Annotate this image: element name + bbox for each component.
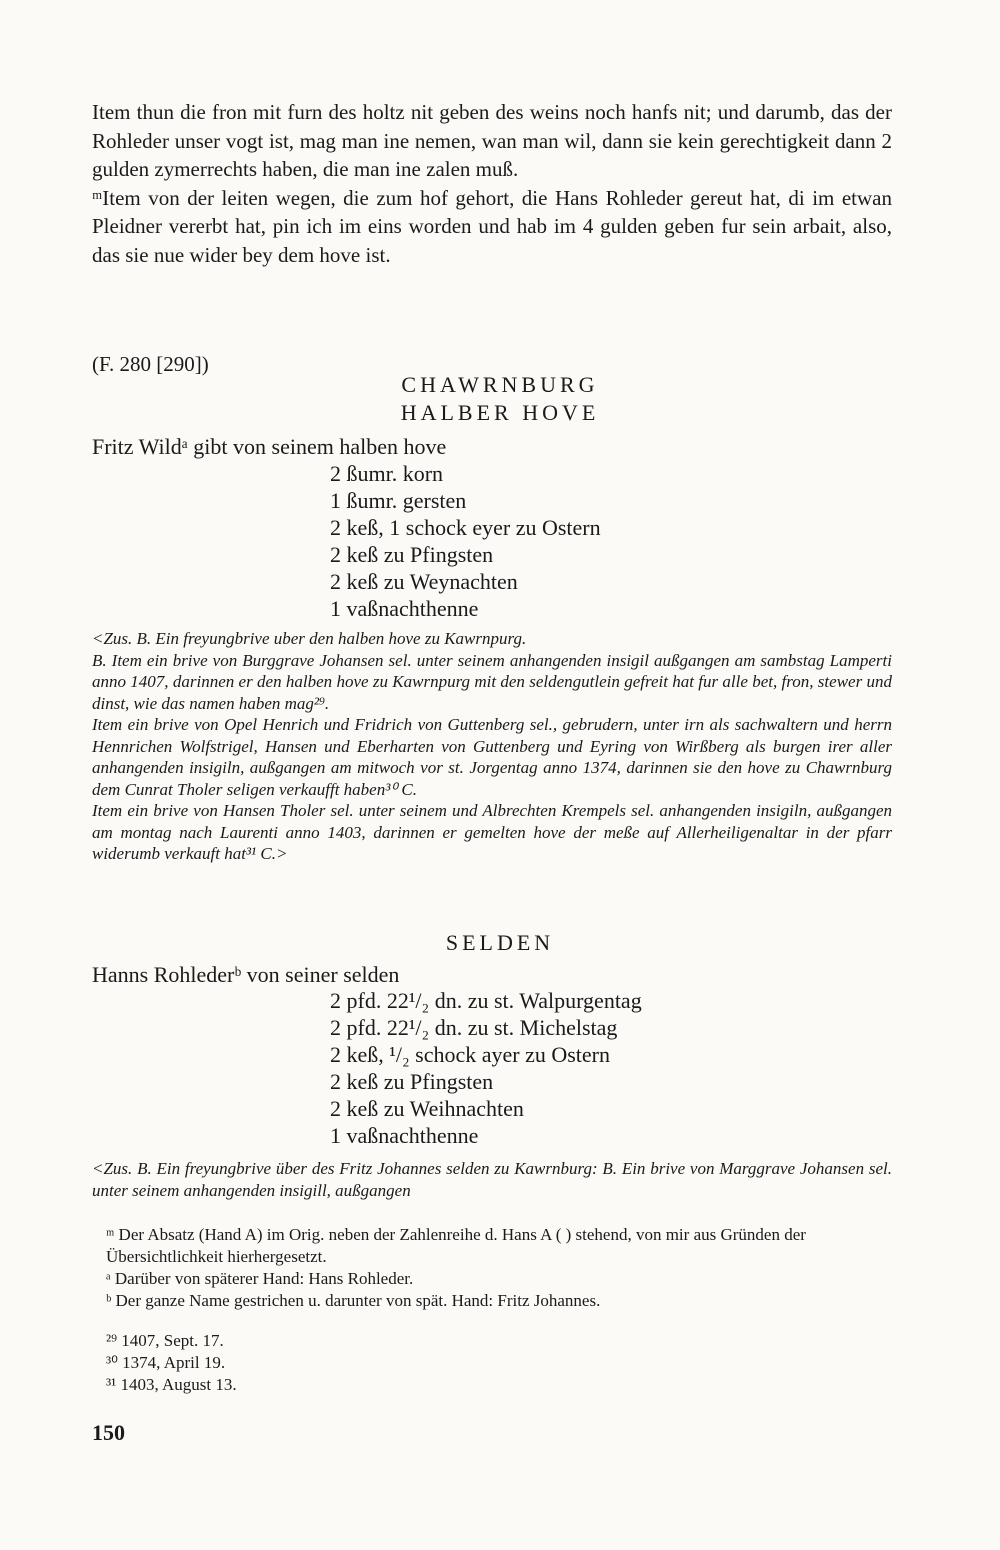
dues-item: 2 keß zu Pfingsten — [330, 1069, 494, 1094]
footnote: ²⁹ 1407, Sept. 17. — [106, 1331, 224, 1350]
footnote: ᵃ Darüber von späterer Hand: Hans Rohleder. — [106, 1269, 414, 1288]
note-paragraph: Item ein brive von Hansen Tholer sel. unter seinem und Albrechten Krempels sel. anhangenden insigiln, außgangen am montag nach Laurenti anno 1403, darinnen er gemelten hove der meße auf Allerheiligenaltar in der pfarr widerumb verkauft hat³¹ C.> — [92, 801, 892, 863]
footnotes-letters — [92, 1224, 892, 1312]
dues-list — [330, 460, 601, 622]
folio-reference: (F. 280 [290]) — [92, 352, 209, 376]
dues-item: 1 vaßnachthenne — [330, 1123, 479, 1148]
holder-line: Hanns Rohlederᵇ von seiner selden — [92, 962, 400, 987]
note-line: <Zus. B. Ein freyungbrive uber den halben hove zu Kawrnpurg. — [92, 629, 527, 648]
dues-list — [330, 987, 642, 1149]
dues-item: 2 keß zu Weynachten — [330, 569, 518, 594]
note-paragraph: B. Item ein brive von Burggrave Johansen sel. unter seinem anhangenden insigil außgangen am sambstag Lamperti anno 1407, darinnen er den halben hove zu Kawrnpurg mit den seldengutlein gefreit hat fur alle bet, fron, stewer und dinst, wie das namen haben mag²⁹. — [92, 650, 892, 713]
page-number: 150 — [92, 1420, 125, 1445]
section-heading: SELDEN — [445, 930, 555, 955]
note-paragraph: Item ein brive von Opel Henrich und Fridrich von Guttenberg sel., gebrudern, unter irn als sachwaltern und herrn Hennrichen Wolfstrigel, Hansen und Eberharten von Guttenberg und Eyring von Wirßberg als burgen irer aller anhangenden insigiln, außgangen am mitwoch vor st. Jorgentag anno 1374, darinnen sie den hove zu Chawrnburg dem Cunrat Tholer seligen verkaufft haben³⁰ C. — [92, 715, 892, 799]
footnote: ᵇ Der ganze Name gestrichen u. darunter von spät. Hand: Fritz Johannes. — [106, 1291, 601, 1310]
section-heading: CHAWRNBURG — [401, 372, 599, 397]
dues-item: 2 keß, 1 schock eyer zu Ostern — [330, 515, 601, 540]
editorial-notes — [92, 1158, 892, 1201]
dues-item: 2 pfd. 22¹/₂ dn. zu st. Walpurgentag — [330, 988, 642, 1013]
footnote: ³⁰ 1374, April 19. — [106, 1353, 226, 1372]
holder-line: Fritz Wildᵃ gibt von seinem halben hove — [92, 434, 447, 459]
dues-item: 1 ßumr. gersten — [330, 488, 467, 513]
dues-item: 2 ßumr. korn — [330, 461, 444, 486]
editorial-notes — [92, 628, 892, 865]
dues-item: 2 keß zu Weihnachten — [330, 1096, 524, 1121]
intro-text — [92, 98, 892, 269]
dues-item: 2 keß zu Pfingsten — [330, 542, 494, 567]
footnote: ³¹ 1403, August 13. — [106, 1375, 237, 1394]
paragraph: Item thun die fron mit furn des holtz nit geben des weins noch hanfs nit; und darumb, das der Rohleder unser vogt ist, mag man ine nemen, wan man wil, dann sie kein gerechtigkeit dann 2 gulden zymerrechts haben, die man ine zalen muß. — [92, 100, 892, 181]
footnotes-numbers — [92, 1330, 892, 1396]
footnote: ᵐ Der Absatz (Hand A) im Orig. neben der Zahlenreihe d. Hans A ( ) stehend, von mir aus Gründen der Übersichtlichkeit hierhergesetzt. — [106, 1225, 806, 1266]
dues-item: 2 keß, ¹/₂ schock ayer zu Ostern — [330, 1042, 611, 1067]
dues-item: 2 pfd. 22¹/₂ dn. zu st. Michelstag — [330, 1015, 618, 1040]
dues-item: 1 vaßnachthenne — [330, 596, 479, 621]
section-subheading: HALBER HOVE — [400, 400, 600, 425]
paragraph: ᵐItem von der leiten wegen, die zum hof gehort, die Hans Rohleder gereut hat, di im etwan Pleidner vererbt hat, pin ich im eins worden und hab im 4 gulden geben fur sein arbait, also, das sie nue wider bey dem hove ist. — [92, 185, 892, 267]
note-paragraph: <Zus. B. Ein freyungbrive über des Fritz Johannes selden zu Kawrnburg: B. Ein brive von Marggrave Johansen sel. unter seinem anhangenden insigill, außgangen — [92, 1159, 892, 1200]
